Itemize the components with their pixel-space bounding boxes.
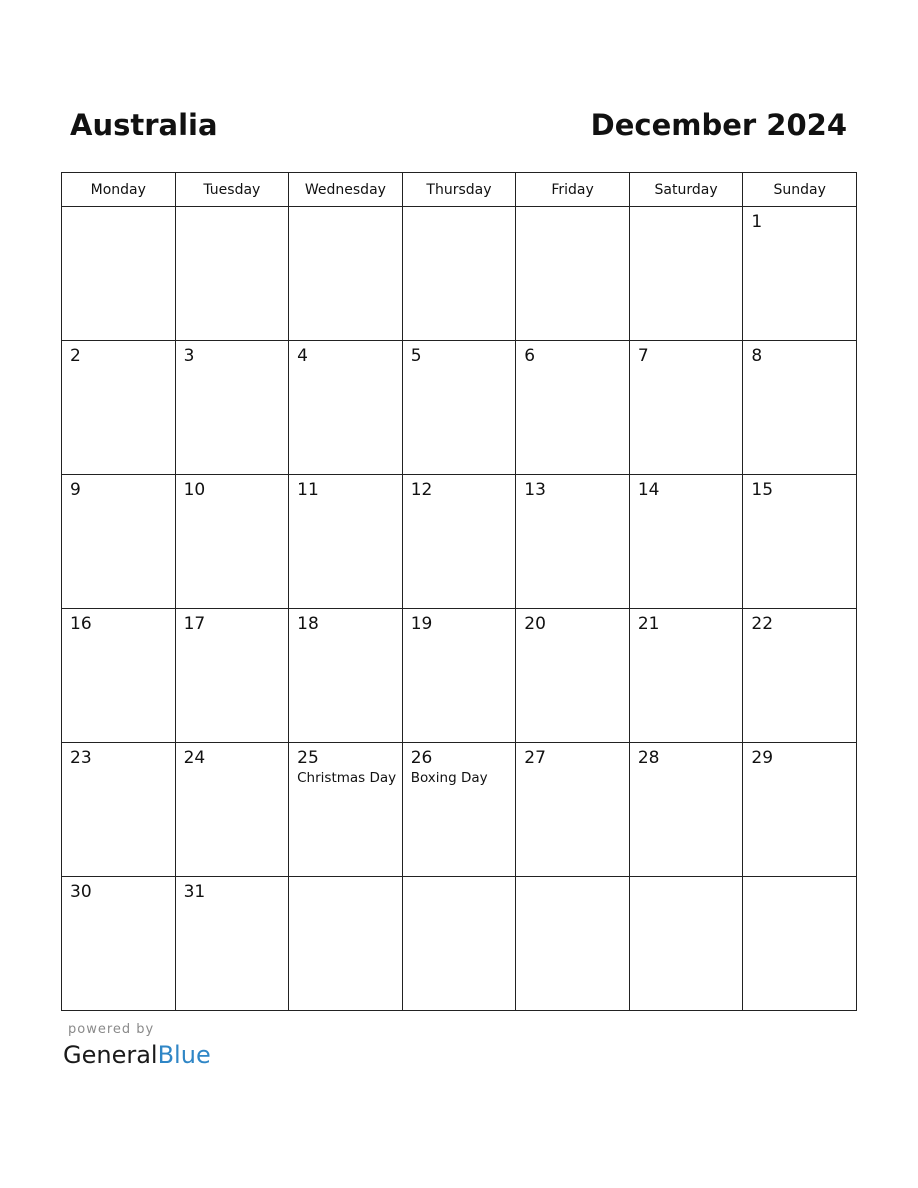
day-cell [175,743,289,877]
day-number: 30 [70,882,92,902]
day-number: 21 [637,614,660,634]
generalblue-logo[interactable] [63,1039,211,1071]
week-row [62,877,857,1011]
weekday-monday: Monday [62,173,176,207]
day-cell [743,743,857,877]
day-number [176,207,289,212]
day-cell-holiday [402,743,516,877]
day-cell [175,877,289,1011]
day-cell [62,207,176,341]
day-number: 9 [70,480,81,500]
logo-text-blue: Blue [157,1041,211,1069]
day-cell [629,207,743,341]
day-number: 22 [751,614,774,634]
day-number: 7 [637,346,649,366]
day-cell [289,609,403,743]
week-row [62,475,857,609]
day-cell [743,609,857,743]
calendar-grid [61,172,857,1011]
day-number: 10 [183,480,206,500]
day-number: 20 [524,614,546,634]
day-cell [629,341,743,475]
day-number [62,207,175,212]
day-number: 6 [524,346,536,366]
day-cell [402,341,516,475]
day-number: 25 [297,748,319,768]
day-cell [402,609,516,743]
holiday-label: Boxing Day [410,770,488,786]
day-cell [62,877,176,1011]
day-number: 12 [410,480,433,500]
day-number: 2 [70,346,81,366]
day-cell [743,341,857,475]
day-cell [743,475,857,609]
logo-text-general: General [63,1041,158,1069]
day-cell [62,609,176,743]
day-number: 18 [297,614,319,634]
day-cell [516,609,630,743]
day-number: 15 [751,480,774,500]
day-cell [516,475,630,609]
day-cell [175,609,289,743]
day-number: 3 [183,346,195,366]
week-row [62,207,857,341]
day-cell [289,207,403,341]
day-number: 14 [637,480,660,500]
day-cell [175,475,289,609]
weekday-friday: Friday [516,173,630,207]
day-cell [175,341,289,475]
day-number: 8 [751,346,763,366]
powered-by-text: powered by [68,1022,155,1037]
day-cell [516,341,630,475]
day-cell [629,743,743,877]
day-cell [289,877,403,1011]
weekday-sunday: Sunday [743,173,857,207]
day-cell [62,475,176,609]
day-cell [62,743,176,877]
day-cell [402,207,516,341]
day-number [743,877,856,882]
day-cell [516,877,630,1011]
day-cell [516,743,630,877]
day-cell [629,475,743,609]
day-number [630,207,743,212]
day-cell [289,341,403,475]
day-number: 24 [183,748,206,768]
day-number: 31 [183,882,206,902]
day-cell [62,341,176,475]
weekday-header-row [62,173,857,207]
week-row [62,609,857,743]
holiday-label: Christmas Day [297,770,397,786]
weekday-wednesday: Wednesday [289,173,403,207]
day-number: 11 [297,480,319,500]
week-row [62,341,857,475]
day-number: 19 [410,614,433,634]
day-number: 1 [751,212,763,232]
day-cell [743,207,857,341]
weekday-tuesday: Tuesday [175,173,289,207]
country-title: Australia [70,108,218,142]
day-cell-holiday [289,743,403,877]
weekday-thursday: Thursday [402,173,516,207]
day-number: 5 [410,346,422,366]
day-number: 29 [751,748,774,768]
day-number: 4 [297,346,308,366]
day-cell [402,877,516,1011]
day-number: 17 [183,614,206,634]
day-cell [629,877,743,1011]
day-number [630,877,743,882]
week-row [62,743,857,877]
day-number: 28 [637,748,660,768]
day-number [289,207,402,212]
day-cell [629,609,743,743]
day-cell [289,475,403,609]
day-number [403,877,516,882]
month-year-title: December 2024 [590,108,847,142]
day-cell [402,475,516,609]
day-number: 23 [70,748,92,768]
day-number: 26 [410,748,433,768]
day-number: 16 [70,614,92,634]
day-cell [743,877,857,1011]
day-number [289,877,402,882]
day-number [516,877,629,882]
weekday-saturday: Saturday [629,173,743,207]
day-number [403,207,516,212]
day-cell [175,207,289,341]
day-number: 13 [524,480,546,500]
day-cell [516,207,630,341]
day-number [516,207,629,212]
day-number: 27 [524,748,546,768]
